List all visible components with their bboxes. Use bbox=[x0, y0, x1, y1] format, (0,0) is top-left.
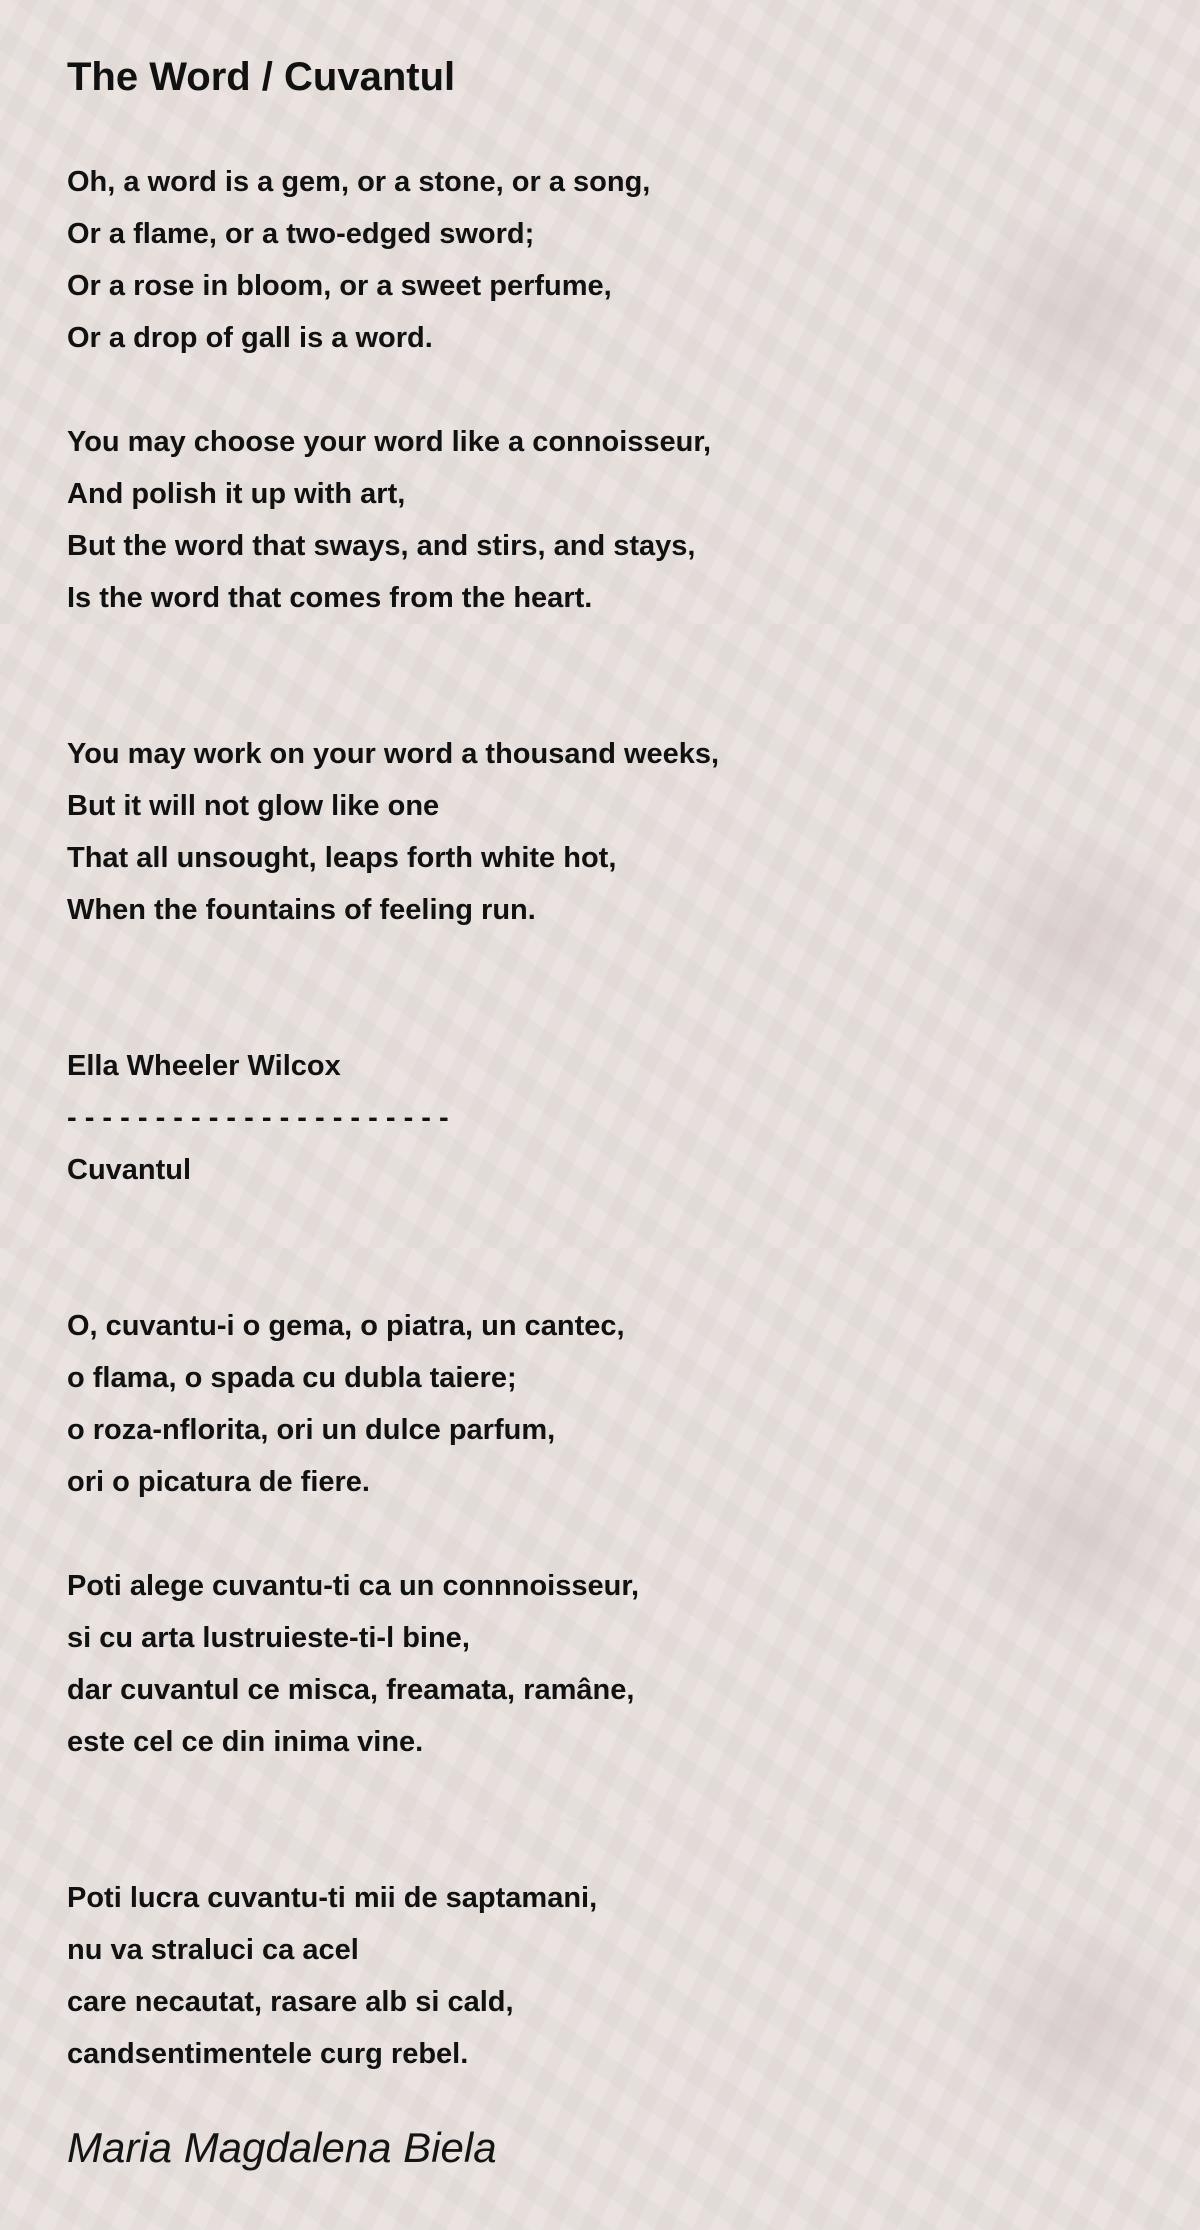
english-stanza-2 bbox=[67, 416, 1127, 624]
poem-line: o flama, o spada cu dubla taiere; bbox=[67, 1362, 517, 1394]
poem-line: But the word that sways, and stirs, and stays, bbox=[67, 530, 696, 562]
poem-line: Oh, a word is a gem, or a stone, or a song, bbox=[67, 166, 651, 198]
poem-line: ori o picatura de fiere. bbox=[67, 1466, 370, 1498]
poem-line: nu va straluci ca acel bbox=[67, 1934, 359, 1966]
poem-line: When the fountains of feeling run. bbox=[67, 894, 536, 926]
translation-title: Cuvantul bbox=[67, 1154, 192, 1186]
poem-line: si cu arta lustruieste-ti-l bine, bbox=[67, 1622, 470, 1654]
poem-line: Poti alege cuvantu-ti ca un connnoisseur, bbox=[67, 1570, 640, 1602]
poem-line: That all unsought, leaps forth white hot, bbox=[67, 842, 617, 874]
english-stanza-3 bbox=[67, 728, 1127, 936]
poem-title: The Word / Cuvantul bbox=[67, 55, 456, 99]
poem-content bbox=[67, 46, 1127, 2176]
poem-line: este cel ce din inima vine. bbox=[67, 1726, 424, 1758]
poem-line: care necautat, rasare alb si cald, bbox=[67, 1986, 514, 2018]
poem-line: And polish it up with art, bbox=[67, 478, 406, 510]
poem-line: You may choose your word like a connoisseur, bbox=[67, 426, 712, 458]
original-author: Ella Wheeler Wilcox bbox=[67, 1050, 341, 1082]
poem-line: Or a drop of gall is a word. bbox=[67, 322, 433, 354]
romanian-stanza-2 bbox=[67, 1560, 1127, 1768]
author-signature: Maria Magdalena Biela bbox=[67, 2124, 497, 2171]
poem-line: Or a flame, or a two-edged sword; bbox=[67, 218, 535, 250]
romanian-stanza-3 bbox=[67, 1872, 1127, 2080]
poem-line: dar cuvantul ce misca, freamata, ramâne, bbox=[67, 1674, 635, 1706]
separator-line: - - - - - - - - - - - - - - - - - - - - - - bbox=[67, 1102, 449, 1134]
poem-line: candsentimentele curg rebel. bbox=[67, 2038, 469, 2070]
poem-line: But it will not glow like one bbox=[67, 790, 440, 822]
poem-line: Is the word that comes from the heart. bbox=[67, 582, 593, 614]
poem-line: o roza-nflorita, ori un dulce parfum, bbox=[67, 1414, 556, 1446]
romanian-stanza-1 bbox=[67, 1300, 1127, 1508]
poem-line: Or a rose in bloom, or a sweet perfume, bbox=[67, 270, 612, 302]
poem-line: Poti lucra cuvantu-ti mii de saptamani, bbox=[67, 1882, 598, 1914]
poem-line: You may work on your word a thousand weeks, bbox=[67, 738, 720, 770]
english-stanza-1 bbox=[67, 156, 1127, 364]
poem-line: O, cuvantu-i o gema, o piatra, un cantec, bbox=[67, 1310, 625, 1342]
